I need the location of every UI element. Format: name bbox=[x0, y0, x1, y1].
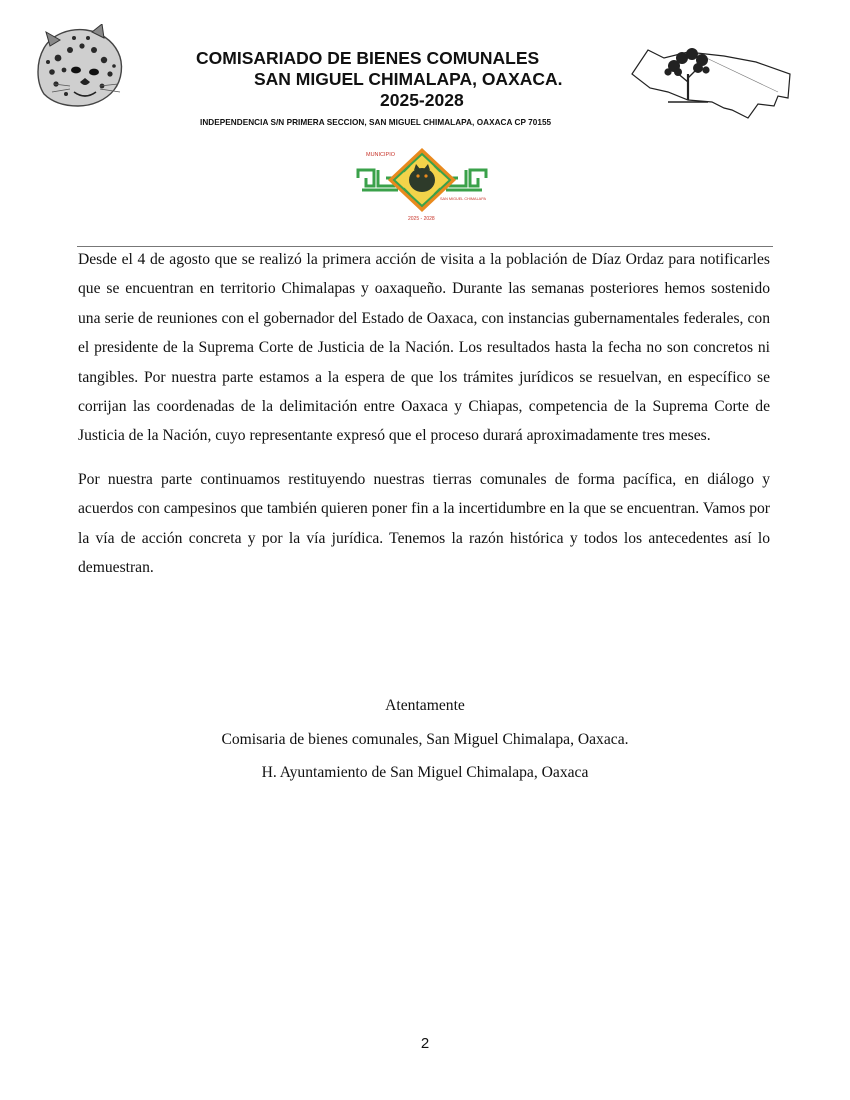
map-with-tree-icon bbox=[628, 44, 794, 122]
letter-body bbox=[78, 245, 770, 596]
signatory-2: H. Ayuntamiento de San Miguel Chimalapa, Oaxaca bbox=[261, 764, 589, 781]
letterhead-title bbox=[196, 48, 616, 111]
salutation: Atentamente bbox=[385, 697, 465, 714]
letterhead-address: INDEPENDENCIA S/N PRIMERA SECCION, SAN MIGUEL CHIMALAPA, OAXACA CP 70155 bbox=[200, 118, 552, 127]
emblem-top-text: MUNICIPIO bbox=[366, 152, 396, 158]
municipio-emblem-icon bbox=[344, 140, 500, 226]
signatory-1: Comisaria de bienes comunales, San Miguel Chimalapa, Oaxaca. bbox=[221, 730, 629, 748]
organization-term: 2025-2028 bbox=[380, 90, 464, 110]
body-paragraph-1: Desde el 4 de agosto que se realizó la primera acción de visita a la población de Díaz Ordaz para notificarles que se encuentran en territorio Chimalapas y oaxaqueño. Durante las semanas posteriores hemos sostenido una serie de reuniones con el gobernador del Estado de Oaxaca, con instancias gubernamentales federales, con el presidente de la Suprema Corte de Justicia de la Nación. Los resultados hasta la fecha no son concretos ni tangibles. Por nuestra parte estamos a la espera de que los trámites jurídicos se resuelvan, en específico se corrijan las coordenadas de la delimitación entre Oaxaca y Chiapas, competencia de la Suprema Corte de Justicia de la Nación, cuyo representante expresó que el proceso durará aproximadamente tres meses. bbox=[78, 251, 770, 445]
jaguar-icon bbox=[30, 24, 130, 112]
emblem-years: 2025 - 2028 bbox=[408, 216, 435, 222]
body-paragraph-2: Por nuestra parte continuamos restituyendo nuestras tierras comunales de forma pacífica, en diálogo y acuerdos con campesinos que también quieren poner fin a la incertidumbre en la que se encuentran. Vamos por la vía de acción concreta y por la vía jurídica. Tenemos la razón histórica y todos los antecedentes así lo demuestran. bbox=[78, 470, 770, 577]
organization-name: COMISARIADO DE BIENES COMUNALES bbox=[196, 48, 540, 68]
organization-location: SAN MIGUEL CHIMALAPA, OAXACA. bbox=[254, 69, 563, 89]
letter-closing bbox=[0, 696, 850, 797]
emblem-bottom-text: SAN MIGUEL CHIMALAPA bbox=[440, 197, 486, 201]
page-number: 2 bbox=[420, 1035, 430, 1052]
